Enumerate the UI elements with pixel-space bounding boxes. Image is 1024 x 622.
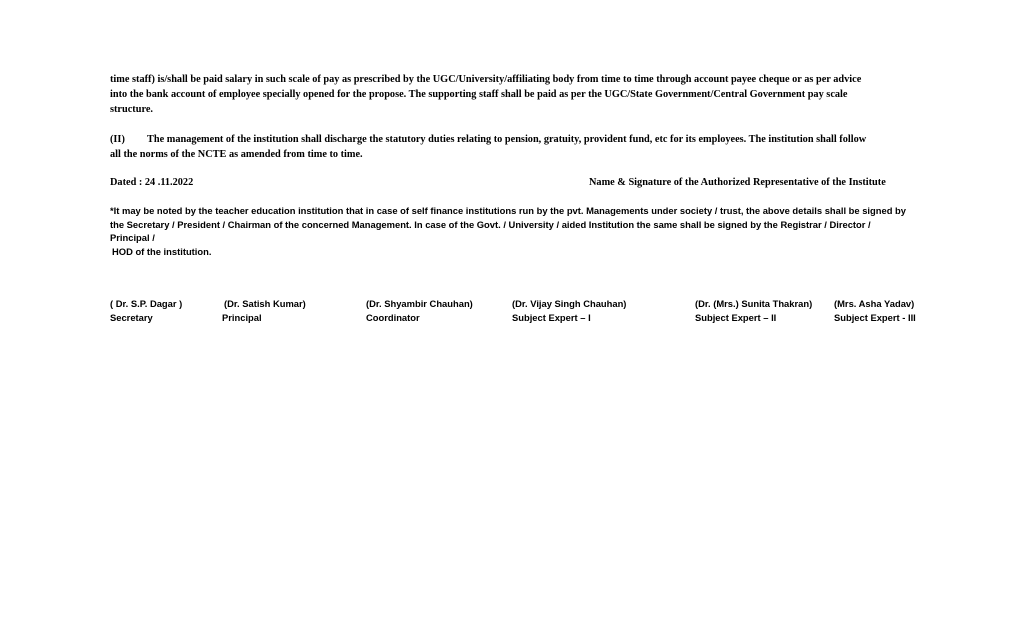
signatory-name: ( Dr. S.P. Dagar ) bbox=[110, 298, 183, 309]
dated-label: Dated : 24 .11.2022 bbox=[110, 177, 194, 188]
signatory-subject-expert-3 bbox=[834, 297, 916, 324]
signatory-name: (Dr. Vijay Singh Chauhan) bbox=[512, 298, 627, 309]
signatory-principal bbox=[222, 297, 306, 324]
note-line-1: *It may be noted by the teacher education institution that in case of self finance institutions run by the pvt. Managements under society / trust, the above details shall be signed by bbox=[110, 205, 906, 216]
signatory-role: Subject Expert - III bbox=[834, 311, 916, 323]
signatory-name: (Dr. (Mrs.) Sunita Thakran) bbox=[695, 298, 813, 309]
note-line-2: the Secretary / President / Chairman of the concerned Management. In case of the Govt. / University / aided Institution the same shall be signed by the Registrar / Director / bbox=[110, 218, 871, 230]
signatory-subject-expert-2 bbox=[695, 297, 812, 324]
signing-note bbox=[110, 204, 950, 258]
note-line-4: HOD of the institution. bbox=[112, 245, 212, 257]
authorized-signature-label: Name & Signature of the Authorized Representative of the Institute bbox=[589, 177, 886, 188]
salary-line-1: time staff) is/shall be paid salary in such scale of pay as prescribed by the UGC/University/affiliating body from time to time through account payee cheque or as per advice bbox=[110, 74, 862, 85]
signatory-secretary bbox=[110, 297, 182, 324]
note-line-3: Principal / bbox=[110, 232, 155, 244]
signatory-role: Coordinator bbox=[366, 311, 420, 323]
signatory-role: Secretary bbox=[110, 311, 153, 323]
signatory-role: Subject Expert – II bbox=[695, 311, 777, 323]
signatory-subject-expert-1 bbox=[512, 297, 626, 324]
paragraph-number: (II) bbox=[110, 134, 125, 145]
management-text-1: The management of the institution shall discharge the statutory duties relating to pension, gratuity, provident fund, etc for its employees. The institution shall follow bbox=[147, 134, 867, 145]
signatory-role: Subject Expert – I bbox=[512, 311, 591, 323]
management-line-1 bbox=[110, 132, 940, 147]
salary-line-2: into the bank account of employee specially opened for the propose. The supporting staff shall be paid as per the UGC/State Government/Central Government pay scale bbox=[110, 89, 848, 100]
salary-paragraph bbox=[110, 72, 940, 117]
signatory-name: (Mrs. Asha Yadav) bbox=[834, 298, 915, 309]
management-paragraph bbox=[110, 132, 940, 162]
signatory-role: Principal bbox=[222, 311, 262, 323]
signatory-name: (Dr. Shyambir Chauhan) bbox=[366, 298, 473, 309]
signatory-name: (Dr. Satish Kumar) bbox=[224, 298, 306, 309]
signatory-coordinator bbox=[366, 297, 473, 324]
management-line-2: all the norms of the NCTE as amended from time to time. bbox=[110, 149, 363, 160]
salary-line-3: structure. bbox=[110, 104, 153, 115]
